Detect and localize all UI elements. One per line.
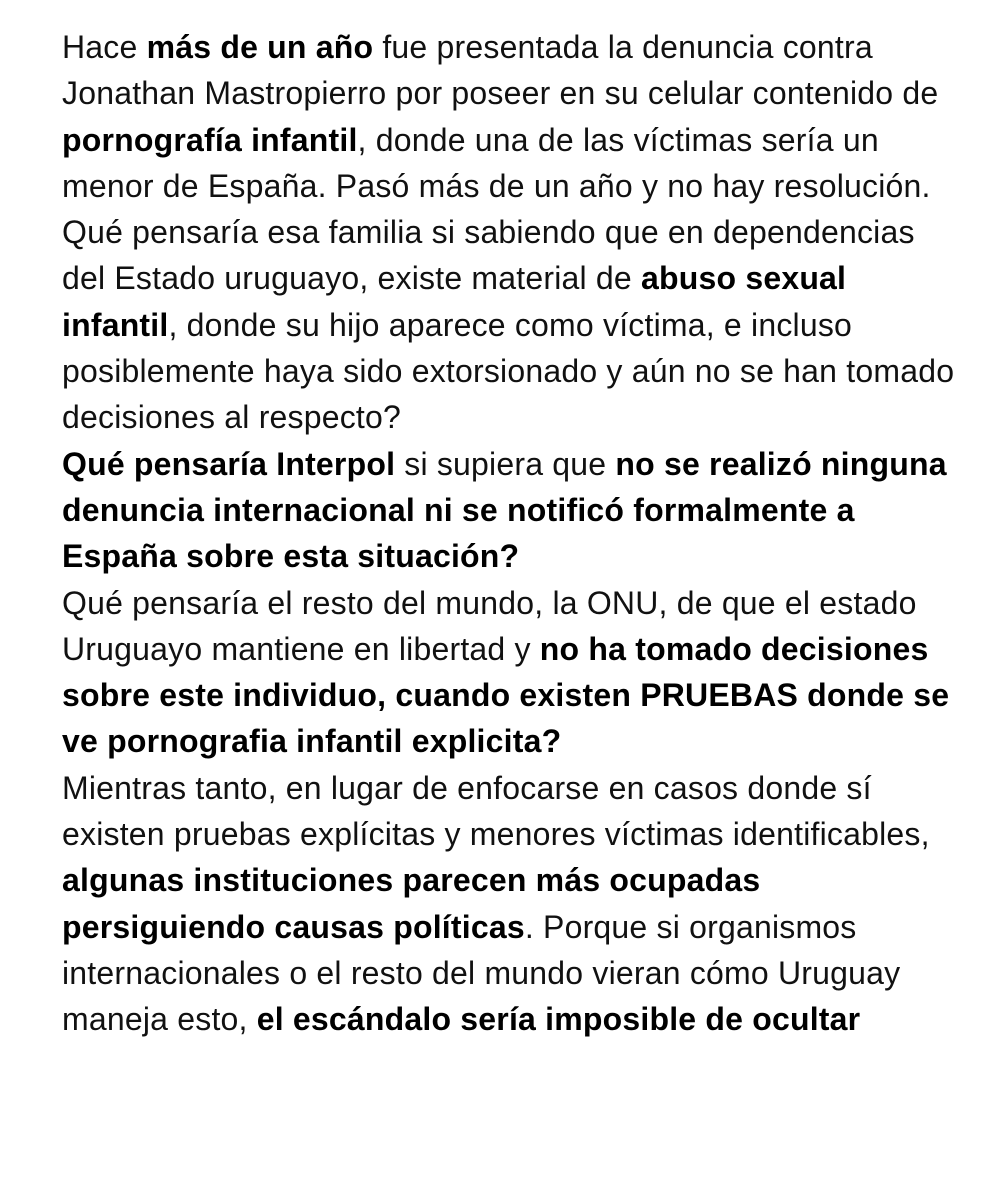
text-run: si supiera que — [395, 445, 616, 482]
text-run-bold: pornografía infantil — [62, 121, 358, 158]
text-run-bold: algunas instituciones parecen más ocupadas persiguiendo causas políticas — [62, 862, 761, 945]
paragraph-5 — [62, 765, 962, 1043]
text-run-bold: Qué pensaría Interpol — [62, 445, 396, 482]
document-body — [62, 24, 962, 1043]
text-run: Qué pensaría esa familia si sabiendo que en dependencias del Estado uruguayo, existe material de — [62, 214, 915, 297]
text-run: , donde su hijo aparece como víctima, e incluso posiblemente haya sido extorsionado y aún no se han tomado decisiones al respecto? — [62, 306, 955, 436]
text-run: Qué pensaría el resto del mundo, la ONU, de que el estado Uruguayo mantiene en libertad y — [62, 584, 917, 667]
text-run: , donde una de las víctimas sería un menor de España. Pasó más de un año y no hay resolución. — [62, 121, 931, 204]
text-run-bold: más de un año — [146, 29, 374, 65]
text-run: fue presentada la denuncia contra Jonathan Mastropierro por poseer en su celular contenido de — [62, 29, 939, 112]
text-run-bold: abuso sexual infantil — [62, 260, 847, 343]
paragraph-3 — [62, 441, 962, 580]
text-run: Mientras tanto, en lugar de enfocarse en casos donde sí existen pruebas explícitas y menores víctimas identificables, — [62, 769, 930, 853]
paragraph-4 — [62, 580, 962, 765]
text-run-bold: no ha tomado decisiones sobre este individuo, cuando existen PRUEBAS donde se ve pornografia infantil explicita? — [62, 630, 950, 760]
paragraph-1 — [62, 24, 962, 209]
paragraph-2 — [62, 209, 962, 440]
text-run: . Porque si organismos internacionales o el resto del mundo vieran cómo Uruguay maneja esto, — [62, 908, 901, 1038]
text-run: Hace — [62, 29, 147, 65]
text-run-bold: no se realizó ninguna denuncia internacional ni se notificó formalmente a España sobre esta situación? — [62, 445, 947, 575]
text-run-bold: el escándalo sería imposible de ocultar — [256, 1001, 861, 1038]
